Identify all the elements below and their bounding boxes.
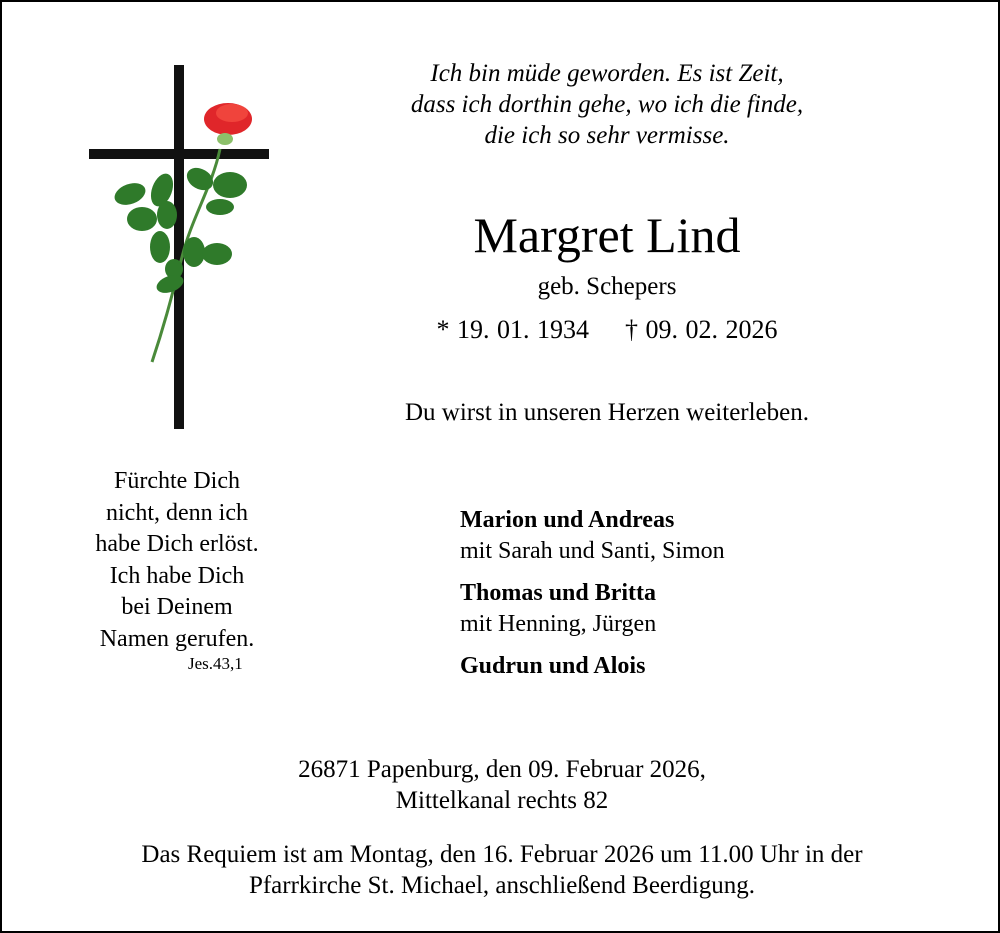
quote-line: bei Deinem bbox=[121, 594, 233, 620]
deceased-name: Margret Lind bbox=[473, 207, 741, 263]
quote-line: nicht, denn ich bbox=[106, 499, 248, 526]
place-line: 26871 Papenburg, den 09. Februar 2026, bbox=[298, 756, 706, 783]
quote-line: habe Dich erlöst. bbox=[95, 531, 259, 557]
place-and-address bbox=[102, 754, 902, 816]
death-date: † 09. 02. 2026 bbox=[625, 315, 778, 344]
maiden-name: geb. Schepers bbox=[537, 273, 677, 300]
verse-line: Ich bin müde geworden. Es ist Zeit, bbox=[430, 60, 784, 87]
verse-line: die ich so sehr vermisse. bbox=[484, 122, 730, 149]
quote-line: Namen gerufen. bbox=[99, 625, 255, 652]
family-children: mit Henning, Jürgen bbox=[460, 611, 657, 637]
quote-line: Ich habe Dich bbox=[109, 562, 245, 589]
address-line: Mittelkanal rechts 82 bbox=[395, 787, 609, 814]
requiem-line: Pfarrkirche St. Michael, anschließend Beerdigung. bbox=[248, 872, 756, 899]
requiem-line: Das Requiem ist am Montag, den 16. Februar 2026 um 11.00 Uhr in der bbox=[141, 841, 863, 868]
bible-quote bbox=[62, 466, 292, 655]
verse bbox=[342, 58, 872, 151]
life-dates bbox=[342, 315, 872, 345]
family-names: Thomas und Britta bbox=[460, 580, 657, 606]
cross-with-rose-icon bbox=[82, 57, 282, 437]
quote-line: Fürchte Dich bbox=[114, 468, 240, 494]
motto: Du wirst in unseren Herzen weiterleben. bbox=[404, 399, 810, 426]
family-names: Gudrun und Alois bbox=[460, 653, 646, 679]
birth-date: * 19. 01. 1934 bbox=[436, 315, 589, 344]
family-list bbox=[460, 505, 725, 682]
requiem-info bbox=[62, 839, 942, 901]
family-names: Marion und Andreas bbox=[460, 507, 675, 533]
verse-line: dass ich dorthin gehe, wo ich die finde, bbox=[410, 91, 804, 118]
family-children: mit Sarah und Santi, Simon bbox=[460, 538, 725, 564]
bible-reference: Jes.43,1 bbox=[188, 654, 243, 673]
